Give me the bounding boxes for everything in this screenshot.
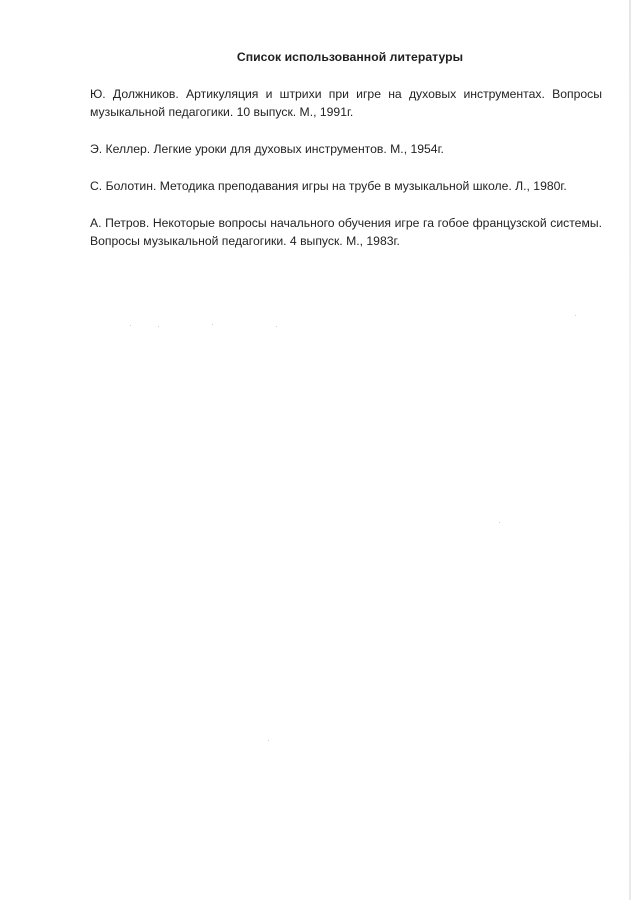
scan-speck: [268, 740, 269, 741]
scan-speck: [575, 315, 576, 316]
scan-speck: [130, 325, 131, 326]
page-title: Список использованной литературы: [236, 50, 464, 64]
scan-speck: [158, 326, 159, 327]
scan-speck: [276, 326, 277, 327]
reference-item: С. Болотин. Методика преподавания игры на трубе в музыкальной школе. Л., 1980г.: [90, 179, 567, 193]
reference-item: Э. Келлер. Легкие уроки для духовых инструментов. М., 1954г.: [90, 142, 444, 156]
scan-speck: [212, 324, 213, 325]
reference-item: Ю. Должников. Артикуляция и штрихи при игре на духовых инструментах. Вопросы музыкальной педагогики. 10 выпуск. М., 1991г.: [90, 87, 602, 119]
scan-speck: [499, 522, 500, 523]
reference-item: А. Петров. Некоторые вопросы начального обучения игре га гобое французской системы. Вопросы музыкальной педагогики. 4 выпуск. М., 1983г.: [90, 216, 602, 248]
